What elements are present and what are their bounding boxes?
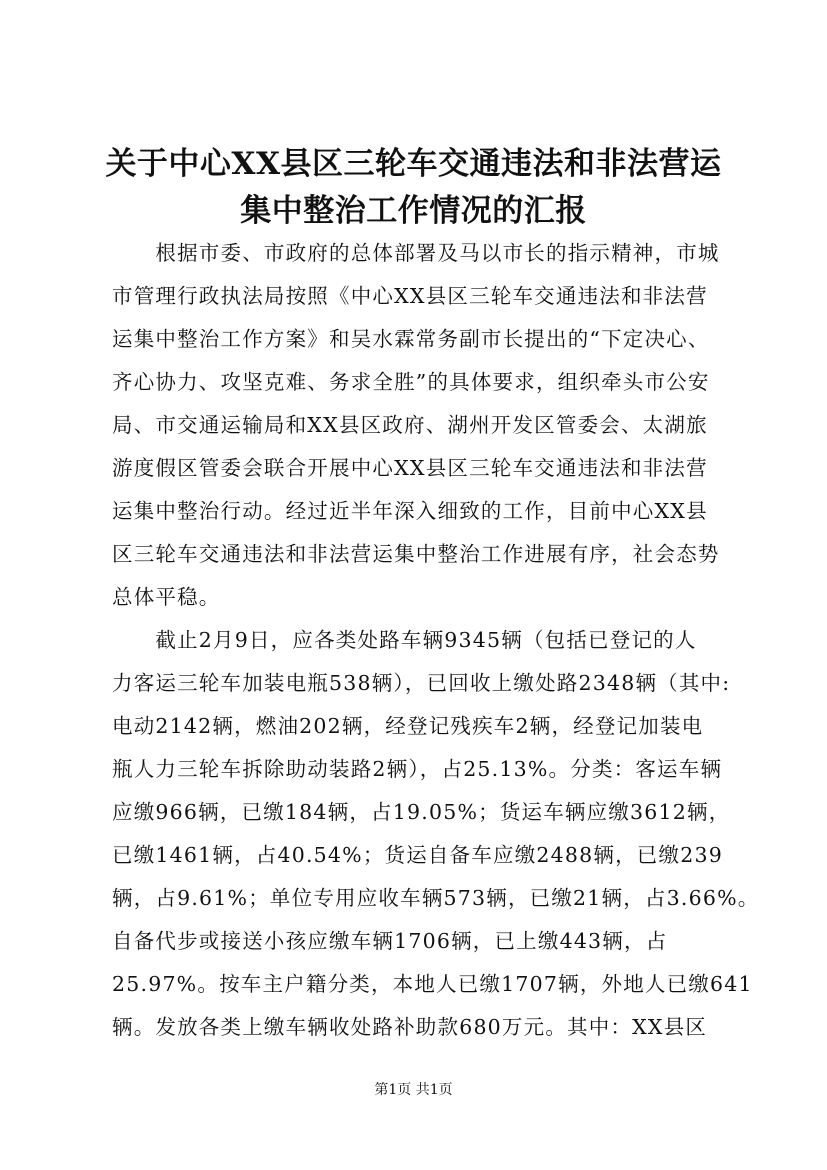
body-line: 总体平稳。 bbox=[112, 585, 221, 609]
page-footer: 第1页 共1页 bbox=[374, 1082, 453, 1098]
body-line: 应缴966辆，已缴184辆，占19.05%；货运车辆应缴3612辆， bbox=[112, 800, 731, 824]
body-line: 市管理行政执法局按照《中心XX县区三轮车交通违法和非法营 bbox=[112, 284, 708, 308]
body-line: 力客运三轮车加装电瓶538辆），已回收上缴处路2348辆（其中: bbox=[112, 671, 731, 695]
document-title-line-2: 集中整治工作情况的汇报 bbox=[240, 193, 587, 229]
body-line: 25.97%。按车主户籍分类，本地人已缴1707辆，外地人已缴641 bbox=[112, 972, 753, 996]
body-line: 瓶人力三轮车拆除助动装路2辆），占25.13%。分类：客运车辆 bbox=[112, 757, 723, 781]
body-line: 区三轮车交通违法和非法营运集中整治工作进展有序，社会态势 bbox=[112, 542, 720, 566]
body-line: 游度假区管委会联合开展中心XX县区三轮车交通违法和非法营 bbox=[112, 456, 708, 480]
body-line: 局、市交通运输局和XX县区政府、湖州开发区管委会、太湖旅 bbox=[112, 413, 708, 437]
body-line: 运集中整治行动。经过近半年深入细致的工作，目前中心XX县 bbox=[112, 499, 708, 523]
body-line: 自备代步或接送小孩应缴车辆1706辆，已上缴443辆，占 bbox=[112, 929, 668, 953]
body-line: 齐心协力、攻坚克难、务求全胜”的具体要求，组织牵头市公安 bbox=[112, 370, 710, 394]
body-line: 辆，占9.61%；单位专用应收车辆573辆，已缴21辆，占3.66%。 bbox=[112, 886, 760, 910]
body-line: 截止2月9日，应各类处路车辆9345辆（包括已登记的人 bbox=[112, 628, 697, 652]
body-line: 根据市委、市政府的总体部署及马以市长的指示精神，市城 bbox=[112, 241, 720, 265]
body-line: 辆。发放各类上缴车辆收处路补助款680万元。其中：XX县区 bbox=[112, 1015, 708, 1039]
body-line: 运集中整治工作方案》和吴水霖常务副市长提出的“下定决心、 bbox=[112, 327, 710, 351]
document-title-line-1: 关于中心XX县区三轮车交通违法和非法营运 bbox=[105, 146, 722, 182]
body-line: 已缴1461辆，占40.54%；货运自备车应缴2488辆，已缴239 bbox=[112, 843, 723, 867]
body-line: 电动2142辆，燃油202辆，经登记残疾车2辆，经登记加装电 bbox=[112, 714, 704, 738]
